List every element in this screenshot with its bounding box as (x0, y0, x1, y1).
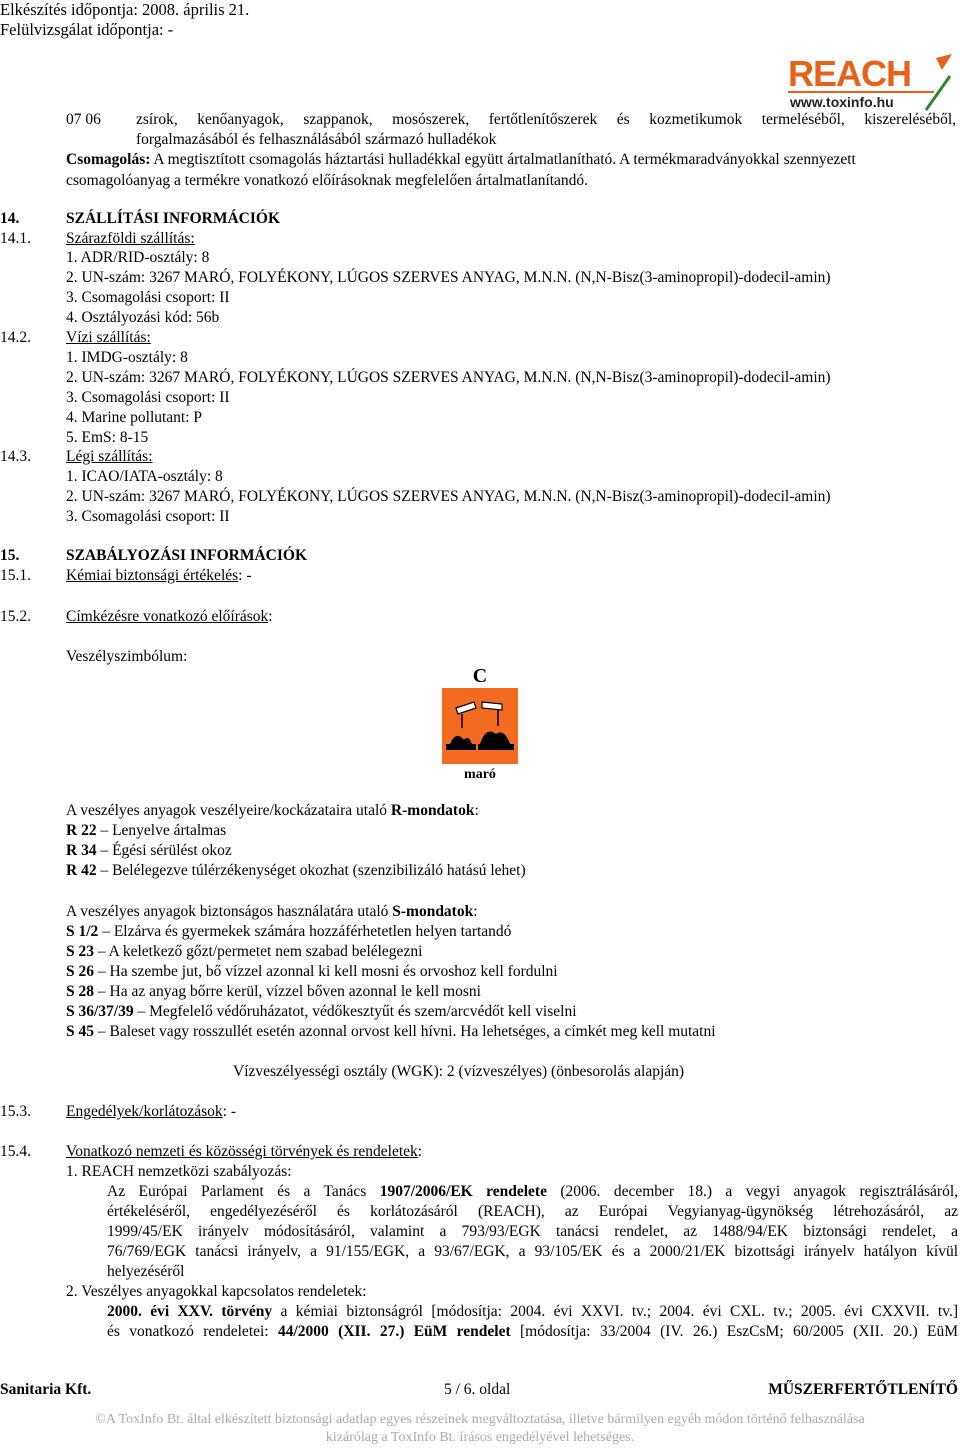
s-phrase: S 1/2 – Elzárva és gyermekek számára hozzáférhetetlen helyen tartandó (66, 923, 512, 940)
list-item: 2. UN-szám: 3267 MARÓ, FOLYÉKONY, LÚGOS SZERVES ANYAG, M.N.N. (N,N-Bisz(3-aminopropil)-dodecil-amin) (66, 269, 831, 286)
section-15-title: SZABÁLYOZÁSI INFORMÁCIÓK (66, 547, 308, 564)
waste-code: 07 06 (66, 111, 101, 128)
s-phrase: S 26 – Ha szembe jut, bő vízzel azonnal ki kell mosni és orvoshoz kell fordulni (66, 963, 558, 980)
list-item: 5. EmS: 8-15 (66, 429, 149, 446)
sub-15-1-value: : - (238, 567, 252, 584)
sub-14-2-title: Vízi szállítás: (66, 329, 151, 346)
corrosive-hazard-symbol (440, 664, 520, 782)
created-date: Elkészítés időpontja: 2008. április 21. (0, 0, 250, 19)
footer-page-number: 5 / 6. oldal (444, 1381, 511, 1398)
sub-15-2-title: Címkézésre vonatkozó előírások (66, 608, 269, 625)
r-phrase: R 22 – Lenyelve ártalmas (66, 822, 227, 839)
r-phrase: R 34 – Égési sérülést okoz (66, 842, 232, 859)
sub-14-3-title: Légi szállítás: (66, 448, 153, 465)
s-phrases-intro: A veszélyes anyagok biztonságos használatára utaló S-mondatok: (66, 903, 478, 920)
list-item: 2. UN-szám: 3267 MARÓ, FOLYÉKONY, LÚGOS SZERVES ANYAG, M.N.N. (N,N-Bisz(3-aminopropil)-dodecil-amin) (66, 488, 831, 505)
section-14-title: SZÁLLÍTÁSI INFORMÁCIÓK (66, 210, 281, 227)
sub-14-2-number: 14.2. (0, 329, 31, 346)
symbol-letter: C (472, 665, 488, 687)
sub-14-1-title: Szárazföldi szállítás: (66, 230, 195, 247)
reach-reg-line: helyezéséről (107, 1263, 185, 1280)
reach-logo (786, 52, 956, 112)
packaging-text1: A megtisztított csomagolás háztartási hulladékkal együtt ártalmatlanítható. A termékmaradványokkal szennyezett (153, 151, 856, 168)
footer-copyright-line1: ©A ToxInfo Bt. által elkészített biztonsági adatlap egyes részeinek megváltoztatása, illetve bármilyen egyéb módon történő felhasználása (95, 1412, 865, 1427)
s-phrase: S 45 – Baleset vagy rosszullét esetén azonnal orvost kell hívni. Ha lehetséges, a címkét meg kell mutatni (66, 1023, 716, 1040)
symbol-background (442, 688, 518, 764)
sub-15-2-line: Címkézésre vonatkozó előírások: (66, 608, 273, 625)
footer-copyright-line2: kizárólag a ToxInfo Bt. írásos engedélyével lehetséges. (325, 1430, 635, 1445)
sub-15-1-line (66, 566, 252, 586)
list-item: 3. Csomagolási csoport: II (66, 508, 230, 525)
sub-15-3-number: 15.3. (0, 1103, 31, 1120)
sub-15-1-number: 15.1. (0, 567, 31, 584)
list-item: 3. Csomagolási csoport: II (66, 389, 230, 406)
packaging-label: Csomagolás: (66, 151, 151, 168)
reach-reg-line: értékeléséről, engedélyezéséről és korlátozásáról (REACH), az Európai Vegyianyag-ügynökség létrehozásáról, az (107, 1203, 958, 1220)
law-line: és vonatkozó rendeletei: 44/2000 (XII. 27.) EüM rendelet [módosítja: 33/2004 (IV. 26.) EszCsM; 60/2005 (XII. 20.) EüM (107, 1323, 958, 1340)
list-item: 2. UN-szám: 3267 MARÓ, FOLYÉKONY, LÚGOS SZERVES ANYAG, M.N.N. (N,N-Bisz(3-aminopropil)-dodecil-amin) (66, 369, 831, 386)
reach-reg-line: 1999/45/EK irányelv módosításáról, valamint a 793/93/EGK tanácsi rendelet, az 1488/94/EK biztonsági rendelet, a (107, 1223, 958, 1240)
wgk-class: Vízveszélyességi osztály (WGK): 2 (vízveszélyes) (önbesorolás alapján) (233, 1063, 685, 1080)
waste-desc-line2: forgalmazásából és felhasználásából származó hulladékok (136, 131, 497, 148)
s-phrase: S 36/37/39 – Megfelelő védőruházatot, védőkesztyűt és szem/arcvédőt kell viselni (66, 1003, 577, 1020)
reach-reg-line: 76/769/EGK tanácsi irányelv, a 91/155/EGK, a 93/67/EGK, a 93/105/EK és a 2000/21/EK bizottsági irányelv hatályon kívül (107, 1243, 958, 1260)
section-15-number: 15. (0, 547, 20, 564)
sub-15-4-number: 15.4. (0, 1143, 31, 1160)
logo-url: www.toxinfo.hu (790, 94, 894, 110)
r-phrases-intro: A veszélyes anyagok veszélyeire/kockázataira utaló R-mondatok: (66, 802, 479, 819)
list-item: 4. Marine pollutant: P (66, 409, 203, 426)
sub-15-1-title: Kémiai biztonsági értékelés (66, 567, 239, 584)
s-phrase: S 23 – A keletkező gőzt/permetet nem szabad belélegezni (66, 943, 423, 960)
packaging-line2: csomagolóanyag a termékre vonatkozó előírásoknak megfelelően ártalmatlanítandó. (66, 172, 589, 189)
footer-product: MŰSZERFERTŐTLENÍTŐ (768, 1381, 958, 1398)
packaging-line1 (66, 150, 956, 170)
list-item: 4. Osztályozási kód: 56b (66, 309, 220, 326)
sub-14-1-number: 14.1. (0, 230, 31, 247)
sub-14-3-number: 14.3. (0, 448, 31, 465)
waste-desc-line1: zsírok, kenőanyagok, szappanok, mosószerek, fertőtlenítőszerek és kozmetikumok termeléséből, kiszereléséből, (136, 111, 956, 128)
logo-text: REACH (788, 53, 912, 94)
section-14-number: 14. (0, 210, 20, 227)
sub-15-3-title: Engedélyek/korlátozások (66, 1103, 223, 1120)
law-line: 2000. évi XXV. törvény a kémiai biztonságról [módosítja: 2004. évi XXVI. tv.; 2004. évi CXL. tv.; 2005. évi CXXVII. tv.] (107, 1303, 958, 1320)
list-item: 3. Csomagolási csoport: II (66, 289, 230, 306)
list-item: 1. REACH nemzetközi szabályozás: (66, 1163, 292, 1180)
r-phrase: R 42 – Belélegezve túlérzékenységet okozhat (szenzibilizáló hatású lehet) (66, 862, 526, 879)
hazard-symbol-label: Veszélyszimbólum: (66, 648, 188, 665)
sub-15-3-line: Engedélyek/korlátozások: - (66, 1103, 237, 1120)
symbol-caption: maró (464, 767, 496, 782)
list-item: 2. Veszélyes anyagokkal kapcsolatos rendeletek: (66, 1283, 367, 1300)
list-item: 1. ADR/RID-osztály: 8 (66, 249, 210, 266)
list-item: 1. IMDG-osztály: 8 (66, 349, 188, 366)
logo-swoosh-icon (936, 54, 952, 70)
revision-date: Felülvizsgálat időpontja: - (0, 20, 174, 39)
sub-15-2-number: 15.2. (0, 608, 31, 625)
footer-company: Sanitaria Kft. (0, 1381, 92, 1398)
sub-15-4-title: Vonatkozó nemzeti és közösségi törvények és rendeletek (66, 1143, 418, 1160)
list-item: 1. ICAO/IATA-osztály: 8 (66, 468, 223, 485)
reach-reg-line: Az Európai Parlament és a Tanács 1907/2006/EK rendelete (2006. december 18.) a vegyi anyagok regisztrálásáról, (107, 1183, 959, 1200)
s-phrase: S 28 – Ha az anyag bőrre kerül, vízzel bőven azonnal le kell mosni (66, 983, 481, 1000)
sub-15-4-line: Vonatkozó nemzeti és közösségi törvények és rendeletek: (66, 1143, 423, 1160)
